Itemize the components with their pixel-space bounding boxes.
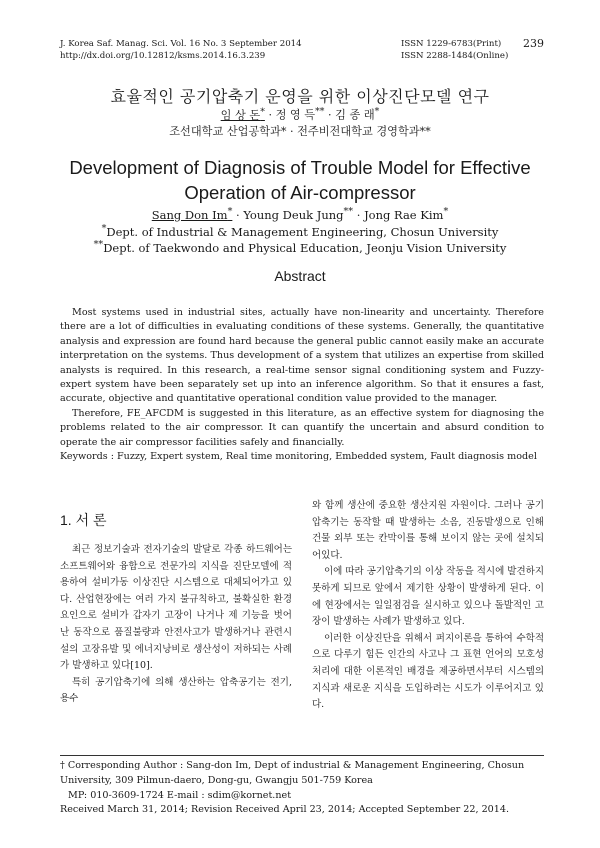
right-paragraph-1: 와 함께 생산에 중요한 생산지원 자원이다. 그러나 공기압축기는 동작할 때 발생하는 소음, 진동발생으로 인해 건물 외부 또는 칸막이를 통해 보이지 않는 곳에 설치되어있다.	[312, 500, 544, 561]
right-paragraph-3: 이러한 이상진단을 위해서 퍼지이론을 통하여 수학적으로 다루기 힘든 인간의 사고나 그 표현 언어의 모호성 처리에 대한 이론적인 배경을 제공하면서부터 시스템의 지식과 새로운 지식을 도입하려는 시도가 이루어지고 있다.	[312, 632, 544, 711]
contact-info: MP: 010-3609-1724 E-mail : sdim@kornet.net	[68, 789, 292, 801]
left-paragraph-1: 최근 정보기술과 전자기술의 발달로 각종 하드웨어는 소프트웨어와 융합으로 전문가의 지식을 진단모델에 적용하여 설비가동 이상진단 시스템으로 대체되어가고 있다. 산업현장에는 여러 가지 불규칙하고, 불확실한 환경요인으로 설비가 갑자기 고장이 나거나 제 기능을 벗어난 동작으로 품질불량과 안전사고가 발생하거나 관련시설의 고장유발 및 에너지낭비로 생산성이 저하되는 사례가 발생하고 있다[10].	[60, 544, 292, 672]
english-author-2: Young Deuk Jung	[243, 207, 344, 222]
english-authors	[0, 204, 600, 223]
korean-title: 효율적인 공기압축기 운영을 위한 이상진단모델 연구	[110, 87, 490, 106]
english-author-1: Sang Don Im	[151, 207, 228, 222]
author-separator: ·	[324, 108, 336, 122]
keywords-label: Keywords :	[60, 451, 117, 463]
section-1-heading: 1. 서 론	[60, 512, 107, 528]
journal-citation: J. Korea Saf. Manag. Sci. Vol. 16 No. 3 September 2014	[60, 39, 302, 49]
korean-authors	[0, 106, 600, 123]
english-author-3: Jong Rae Kim	[364, 207, 444, 222]
author-mark: **	[343, 206, 354, 217]
affiliation-text: Dept. of Industrial & Management Engineering, Chosun University	[106, 224, 499, 239]
abstract-body	[60, 306, 544, 464]
issn-print: ISSN 1229-6783(Print)	[401, 39, 502, 49]
abstract-heading: Abstract	[274, 268, 326, 284]
author-separator: ·	[353, 207, 365, 222]
author-mark: *	[227, 206, 233, 217]
affiliation-mark: **	[93, 239, 104, 250]
footnote	[60, 759, 544, 818]
abstract-paragraph-2: Therefore, FE_AFCDM is suggested in this literature, as an effective system for diagnosing the problems related to the air compressor. It can quantify the uncertain and absurd condition to operate the air compressor facilities safely and financially.	[60, 407, 544, 448]
affiliation-text: Dept. of Taekwondo and Physical Education, Jeonju Vision University	[103, 240, 507, 255]
left-column	[60, 542, 292, 708]
affiliation-mark: *	[101, 223, 107, 234]
korean-author-3: 김 종 래	[335, 108, 375, 122]
corresponding-author	[60, 759, 544, 789]
author-mark: *	[260, 106, 265, 117]
keywords	[60, 450, 544, 464]
issn-online: ISSN 2288-1484(Online)	[401, 51, 509, 61]
footnote-divider	[60, 755, 544, 756]
keywords-list: Fuzzy, Expert system, Real time monitoring, Embedded system, Fault diagnosis model	[116, 451, 537, 463]
korean-affiliations: 조선대학교 산업공학과* · 전주비전대학교 경영학과**	[169, 125, 431, 138]
doi-link[interactable]: http://dx.doi.org/10.12812/ksms.2014.16.3.239	[60, 51, 266, 61]
english-title-line-2: Operation of Air-compressor	[184, 182, 416, 203]
author-mark: *	[443, 206, 449, 217]
abstract-paragraph-1: Most systems used in industrial sites, actually have non-linearity and uncertainty. Therefore there are a lot of difficulties in evaluating conditions of these systems. Generally, the quantitative analysis and expression are found hard because the general public cannot easily make an accurate interpretation on the systems. Thus development of a system that utilizes an expertise from skilled analysts is required. In this research, a real-time sensor signal conditioning system and Fuzzy-expert system have been separately set up into an inference algorithm. So that it ensures a fast, accurate, objective and quantitative operational condition value provided to the manager.	[60, 307, 544, 405]
author-mark: *	[374, 106, 380, 117]
page-number: 239	[523, 37, 544, 50]
author-mark: **	[315, 106, 325, 117]
author-separator: ·	[264, 108, 276, 122]
english-affiliation-2	[0, 237, 600, 256]
english-title-line-1: Development of Diagnosis of Trouble Model for Effective	[69, 157, 531, 178]
received-dates: Received March 31, 2014; Revision Received April 23, 2014; Accepted September 22, 2014.	[60, 804, 510, 816]
right-paragraph-2: 이에 따라 공기압축기의 이상 작동을 적시에 발견하지 못하게 되므로 앞에서 제기한 상황이 발생하게 된다. 이에 현장에서는 일일점검을 실시하고 있으나 돌발적인 고장이 발생하는 사례가 발생하고 있다.	[312, 566, 545, 628]
right-column	[312, 498, 544, 714]
left-paragraph-2: 특히 공기압축기에 의해 생산하는 압축공기는 전기, 용수	[60, 676, 292, 705]
korean-author-1: 임 상 돈	[220, 108, 261, 122]
author-separator: ·	[232, 207, 244, 222]
corresponding-author-text: Corresponding Author : Sang-don Im, Dept of industrial & Management Engineering, Chosun University, 309 Pilmun-daero, Dong-gu, Gwangju 501-759 Korea	[60, 760, 525, 786]
dagger-icon: †	[60, 760, 65, 771]
korean-author-2: 정 영 득	[275, 108, 316, 122]
